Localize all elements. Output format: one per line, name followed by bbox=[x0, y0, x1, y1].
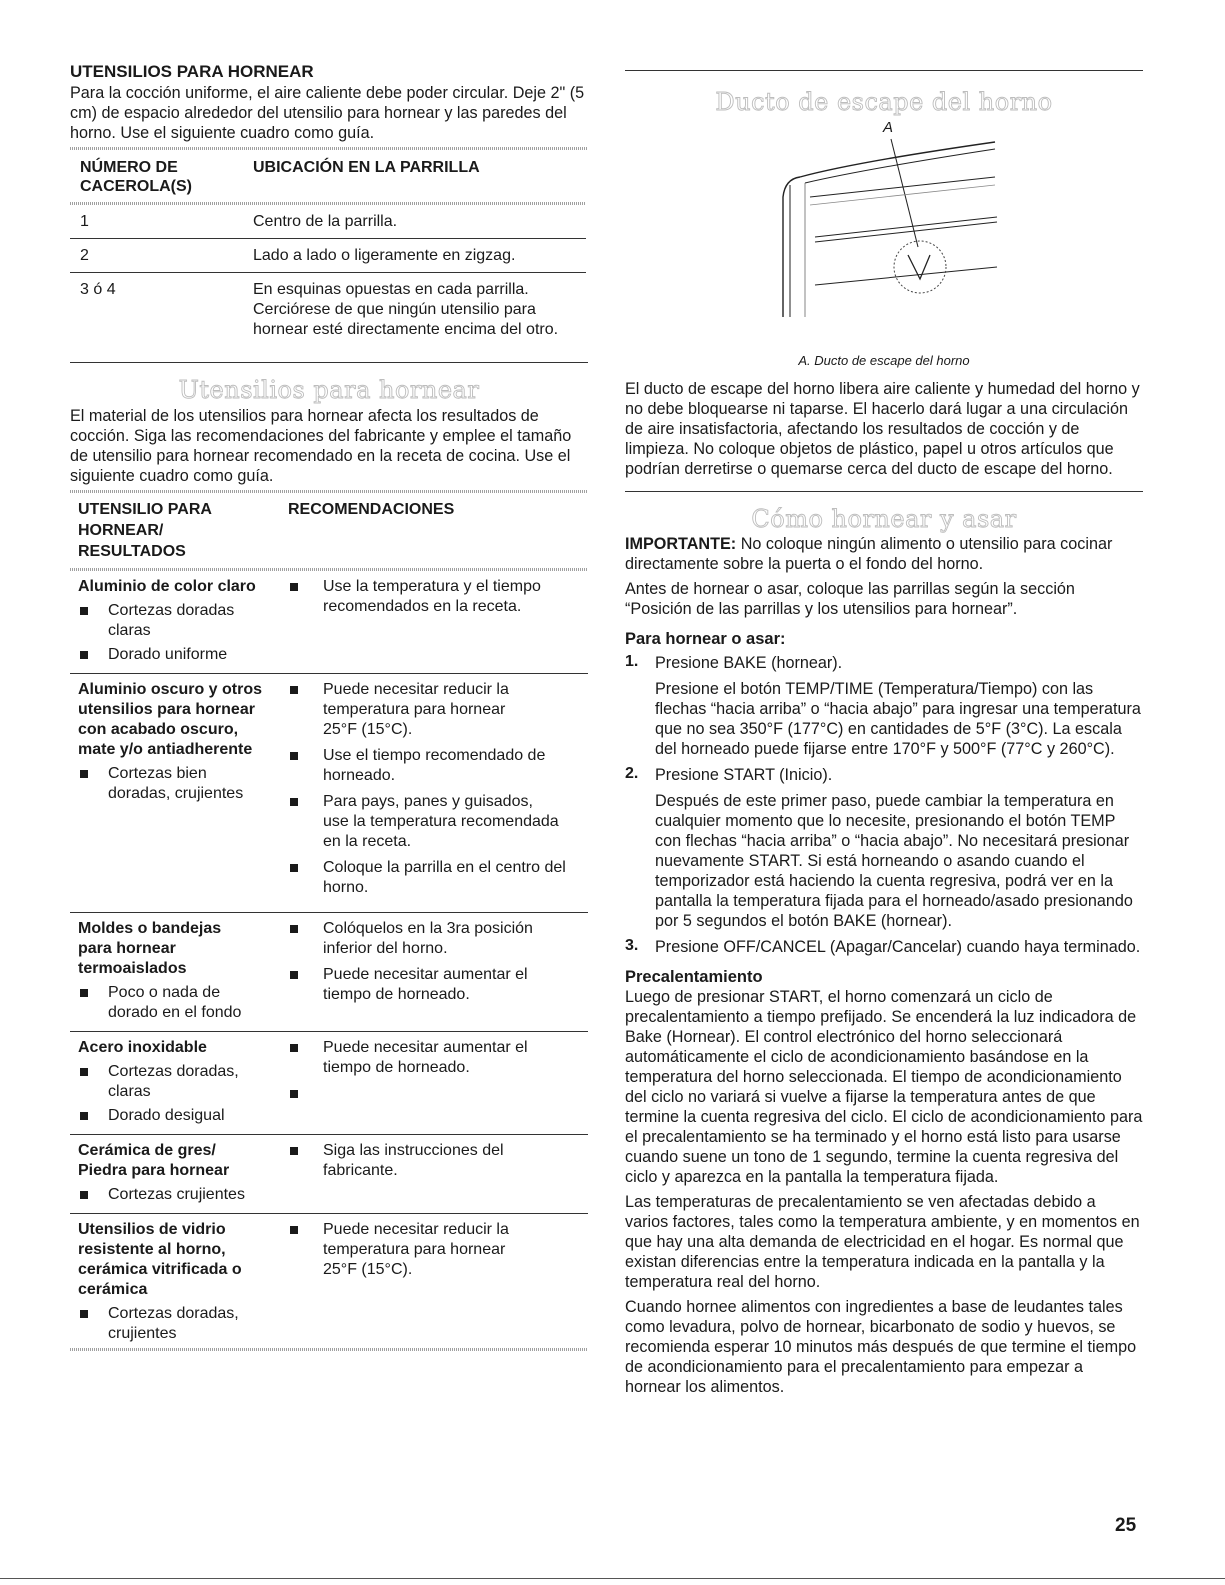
result-item: Cortezas doradas claras bbox=[78, 601, 258, 641]
vent-description: El ducto de escape del horno libera aire caliente y humedad del horno y no debe bloquearse ni taparse. El hacerlo dará lugar a una circulación de aire insatisfactoria, afectando los resultados de cocción y de limpieza. No coloque objetos de plástico, papel u otros artículos que podrían derretirse o quemarse cerca del ducto de escape del horno. bbox=[625, 380, 1140, 478]
column-header-pans: NÚMERO DE CACEROLA(S) bbox=[80, 159, 192, 195]
table-row bbox=[70, 1134, 588, 1213]
rack-position-note: Antes de hornear o asar, coloque las parrillas según la sección “Posición de las parrillas y los utensilios para hornear”. bbox=[625, 580, 1075, 618]
important-text: No coloque ningún alimento o utensilio para cocinar directamente sobre la puerta o el fondo del horno. bbox=[625, 535, 1113, 573]
result-item: Cortezas doradas, claras bbox=[78, 1062, 258, 1102]
diagram-caption: A. Ducto de escape del horno bbox=[798, 353, 970, 368]
table-header bbox=[70, 495, 588, 568]
recommendations-cell bbox=[288, 577, 588, 665]
table-top-rule bbox=[70, 490, 588, 493]
oven-vent-diagram bbox=[625, 117, 1143, 317]
section-divider bbox=[625, 491, 1143, 492]
section-title-bake-broil: Cómo hornear y asar bbox=[751, 505, 1017, 533]
recommendation-item: Coloque la parrilla en el centro del horno. bbox=[288, 858, 588, 898]
page-bottom-rule bbox=[0, 1578, 1225, 1579]
page-number: 25 bbox=[1115, 1515, 1137, 1536]
important-note bbox=[625, 534, 1143, 574]
result-item: Dorado desigual bbox=[78, 1106, 288, 1126]
pans-cell: 2 bbox=[80, 247, 89, 264]
material-name: Acero inoxidable bbox=[78, 1039, 207, 1056]
column-header-location: UBICACIÓN EN LA PARRILLA bbox=[253, 159, 480, 176]
step-main: Presione OFF/CANCEL (Apagar/Cancelar) cuando haya terminado. bbox=[655, 938, 1141, 956]
material-name: Aluminio de color claro bbox=[78, 578, 256, 595]
bakeware-results-table bbox=[70, 495, 588, 1351]
oven-vent-illustration bbox=[625, 117, 1143, 317]
bakeware-heading: UTENSILIOS PARA HORNEAR bbox=[70, 62, 314, 81]
bakeware-cell bbox=[78, 577, 288, 665]
section-title-bakeware: Utensilios para hornear bbox=[178, 376, 480, 404]
bake-broil-subheading: Para hornear o asar: bbox=[625, 630, 786, 648]
recommendation-item: Puede necesitar aumentar el tiempo de horneado. bbox=[288, 965, 553, 1005]
recommendations-cell bbox=[288, 919, 588, 1023]
location-cell: Centro de la parrilla. bbox=[253, 213, 398, 230]
table-bottom-rule bbox=[70, 1348, 588, 1351]
bake-broil-steps bbox=[625, 653, 1143, 957]
table-row bbox=[70, 205, 586, 238]
recommendation-item: Siga las instrucciones del fabricante. bbox=[288, 1141, 543, 1181]
table-row bbox=[70, 673, 588, 912]
recommendations-cell bbox=[288, 1220, 588, 1344]
preheat-paragraph: Luego de presionar START, el horno comenzará un ciclo de precalentamiento a tiempo prefijado. Se encenderá la luz indicadora de Bake (Hornear). El control electrónico del horno seleccionará automáticamente el ciclo de acondicionamiento basándose en la temperatura del horno seleccionada. El tiempo de acondicionamiento del ciclo no variará si vuelve a fijarse la temperatura antes de que termine la cuenta regresiva del ciclo. El ciclo de acondicionamiento para el precalentamiento se ha terminado y el horno está listo para usarse cuando suene un tono de 1 segundo, termine la cuenta regresiva del ciclo y aparezca en la pantalla la temperatura fijada. bbox=[625, 988, 1143, 1186]
step-main: Presione START (Inicio). bbox=[655, 766, 833, 784]
diagram-label-a: A bbox=[883, 119, 894, 136]
table-row bbox=[70, 272, 586, 362]
recommendation-item: Puede necesitar aumentar el tiempo de horneado. bbox=[288, 1038, 553, 1078]
section-divider bbox=[70, 362, 588, 363]
step-item bbox=[625, 937, 1143, 957]
location-cell: Lado a lado o ligeramente en zigzag. bbox=[253, 247, 516, 264]
recommendation-item: Colóquelos en la 3ra posición inferior del horno. bbox=[288, 919, 563, 959]
bakeware-intro: Para la cocción uniforme, el aire caliente debe poder circular. Deje 2" (5 cm) de espacio alrededor del utensilio para hornear y las paredes del horno. Use el siguiente cuadro como guía. bbox=[70, 84, 585, 142]
right-column bbox=[625, 70, 1143, 1397]
material-name: Aluminio oscuro y otros utensilios para hornear con acabado oscuro, mate y/o antiadherente bbox=[78, 681, 263, 758]
table-top-rule bbox=[70, 147, 588, 150]
step-item bbox=[625, 653, 1143, 759]
pans-cell: 3 ó 4 bbox=[80, 281, 116, 298]
step-detail: Después de este primer paso, puede cambiar la temperatura en cualquier momento que lo necesite, presionando el botón TEMP con flechas “hacia arriba” o “hacia abajo”. No necesitará presionar nuevamente START. Si está horneando o asando cuando el temporizador está haciendo la cuenta regresiva, podrá ver en la pantalla la temperatura fijada para el horneado/asado presionando por 5 segundos el botón BAKE (hornear). bbox=[655, 792, 1133, 930]
recommendations-cell bbox=[288, 1141, 588, 1205]
material-name: Utensilios de vidrio resistente al horno, cerámica vitrificada o cerámica bbox=[78, 1221, 242, 1298]
column-header-recommendations: RECOMENDACIONES bbox=[288, 501, 455, 518]
step-number: 3. bbox=[625, 937, 639, 954]
bakeware-cell bbox=[78, 919, 288, 1023]
table-row bbox=[70, 1213, 588, 1348]
bakeware-material-intro: El material de los utensilios para hornear afecta los resultados de cocción. Siga las recomendaciones del fabricante y emplee el tamaño de utensilio para hornear recomendado en la receta de cocina. Use el siguiente cuadro como guía. bbox=[70, 407, 572, 485]
recommendation-item: Puede necesitar reducir la temperatura para hornear 25°F (15°C). bbox=[288, 680, 543, 740]
section-divider bbox=[625, 70, 1143, 71]
result-item: Poco o nada de dorado en el fondo bbox=[78, 983, 248, 1023]
header-rule bbox=[70, 202, 586, 205]
step-detail: Presione el botón TEMP/TIME (Temperatura/Tiempo) con las flechas “hacia arriba” o “hacia abajo” para ingresar una temperatura que no sea 350°F (177°C) en cantidades de 5°F (3°C). La escala del horneado puede fijarse entre 170°F y 500°F (77°C y 260°C). bbox=[655, 680, 1141, 758]
result-item: Cortezas bien doradas, crujientes bbox=[78, 764, 268, 804]
result-item: Cortezas crujientes bbox=[78, 1185, 288, 1205]
header-rule bbox=[70, 568, 588, 571]
left-column bbox=[70, 62, 588, 1351]
bakeware-cell bbox=[78, 1141, 288, 1205]
bakeware-cell bbox=[78, 680, 288, 904]
step-item bbox=[625, 765, 1143, 931]
table-row bbox=[70, 912, 588, 1031]
recommendations-cell bbox=[288, 1038, 588, 1126]
result-item: Cortezas doradas, crujientes bbox=[78, 1304, 258, 1344]
bakeware-cell bbox=[78, 1220, 288, 1344]
bakeware-cell bbox=[78, 1038, 288, 1126]
recommendation-item: Use el tiempo recomendado de horneado. bbox=[288, 746, 588, 786]
step-number: 1. bbox=[625, 653, 639, 670]
column-header-bakeware-line1: UTENSILIO PARA HORNEAR/ bbox=[78, 501, 212, 539]
recommendation-item: Para pays, panes y guisados, use la temperatura recomendada en la receta. bbox=[288, 792, 563, 852]
recommendations-cell bbox=[288, 680, 588, 904]
recommendation-item-empty bbox=[288, 1084, 588, 1104]
column-header-bakeware bbox=[78, 499, 288, 562]
preheat-paragraph: Las temperaturas de precalentamiento se ven afectadas debido a varios factores, tales como la temperatura ambiente, y en momentos en que hay una alta demanda de electricidad en el hogar. Es normal que existan diferencias entre la temperatura indicada en la pantalla y la temperatura real del horno. bbox=[625, 1193, 1140, 1291]
column-header-bakeware-line2: RESULTADOS bbox=[78, 543, 186, 560]
section-title-vent: Ducto de escape del horno bbox=[715, 88, 1053, 116]
important-label: IMPORTANTE: bbox=[625, 535, 737, 553]
table-row bbox=[70, 238, 586, 272]
preheat-subheading: Precalentamiento bbox=[625, 968, 763, 986]
recommendation-item: Puede necesitar reducir la temperatura para hornear 25°F (15°C). bbox=[288, 1220, 543, 1280]
result-item: Dorado uniforme bbox=[78, 645, 288, 665]
location-cell: En esquinas opuestas en cada parrilla. Cerciórese de que ningún utensilio para hornear esté directamente encima del otro. bbox=[253, 281, 559, 338]
recommendation-item: Use la temperatura y el tiempo recomendados en la receta. bbox=[288, 577, 588, 617]
material-name: Moldes o bandejas para hornear termoaislados bbox=[78, 920, 222, 977]
table-header bbox=[70, 154, 586, 202]
material-name: Cerámica de gres/ Piedra para hornear bbox=[78, 1142, 230, 1179]
preheat-paragraph: Cuando hornee alimentos con ingredientes a base de leudantes tales como levadura, polvo de hornear, bicarbonato de sodio y huevos, se recomienda esperar 10 minutos más después de que termine el tiempo de acondicionamiento para el precalentamiento para empezar a hornear los alimentos. bbox=[625, 1298, 1137, 1396]
step-number: 2. bbox=[625, 765, 639, 782]
step-main: Presione BAKE (hornear). bbox=[655, 654, 843, 672]
table-row bbox=[70, 1031, 588, 1134]
pans-cell: 1 bbox=[80, 213, 89, 230]
table-row bbox=[70, 571, 588, 673]
pan-placement-table bbox=[70, 154, 586, 362]
